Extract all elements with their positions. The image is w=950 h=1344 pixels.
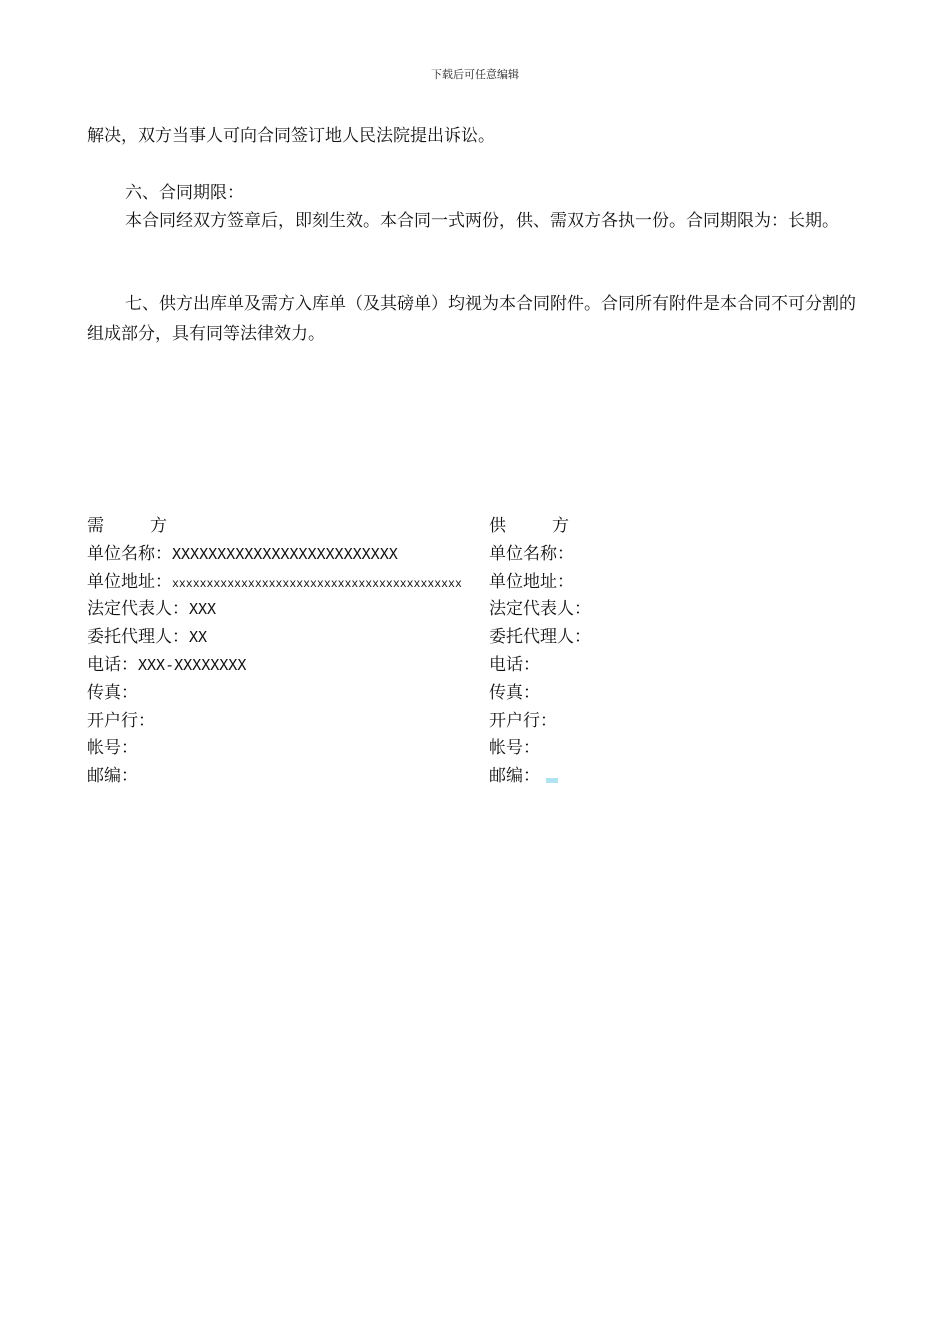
buyer-address-row (87, 569, 482, 597)
buyer-heading (87, 513, 482, 541)
section-six-title: 六、合同期限： (125, 183, 244, 203)
buyer-agent-row (87, 624, 482, 652)
supplier-legal-rep-label: 法定代表人： (489, 599, 591, 620)
supplier-signature-block (489, 513, 869, 791)
buyer-legal-rep-label: 法定代表人： (87, 599, 189, 620)
buyer-legal-rep-value: XXX (189, 600, 217, 619)
buyer-bank-label: 开户行： (87, 710, 155, 731)
paragraph-dispute-resolution: 解决，双方当事人可向合同签订地人民法院提出诉讼。 (87, 126, 495, 146)
supplier-bank-label: 开户行： (489, 710, 557, 731)
buyer-postcode-label: 邮编： (87, 766, 138, 787)
buyer-name-label: 单位名称： (87, 543, 172, 564)
supplier-agent-label: 委托代理人： (489, 627, 591, 648)
supplier-heading-char-1: 供 (489, 516, 506, 536)
buyer-signature-block (87, 513, 482, 791)
supplier-name-label: 单位名称： (489, 543, 574, 564)
section-six-text: 本合同经双方签章后，即刻生效。本合同一式两份，供、需双方各执一份。合同期限为：长期。 (125, 211, 839, 231)
buyer-account-label: 帐号： (87, 738, 138, 759)
buyer-agent-value: XX (189, 628, 208, 647)
buyer-name-row (87, 541, 482, 569)
page-header-note: 下载后可任意编辑 (431, 68, 519, 81)
buyer-phone-label: 电话： (87, 654, 138, 675)
buyer-agent-label: 委托代理人： (87, 627, 189, 648)
text-cursor-marker (546, 778, 558, 783)
buyer-heading-char-1: 需 (87, 516, 104, 536)
supplier-fax-label: 传真： (489, 682, 540, 703)
supplier-address-label: 单位地址： (489, 571, 574, 592)
supplier-phone-label: 电话： (489, 654, 540, 675)
buyer-phone-row (87, 652, 482, 680)
buyer-fax-label: 传真： (87, 682, 138, 703)
buyer-name-value: XXXXXXXXXXXXXXXXXXXXXXXXX (172, 544, 398, 563)
supplier-heading-char-2: 方 (552, 516, 569, 536)
supplier-postcode-label: 邮编： (489, 766, 540, 787)
buyer-address-value: xxxxxxxxxxxxxxxxxxxxxxxxxxxxxxxxxxxxxxxxxx (172, 577, 462, 591)
buyer-phone-value: XXX-XXXXXXXX (138, 655, 247, 674)
supplier-account-label: 帐号： (489, 738, 540, 759)
supplier-heading (489, 513, 869, 541)
buyer-legal-rep-row (87, 596, 482, 624)
section-seven-text: 七、供方出库单及需方入库单（及其磅单）均视为本合同附件。合同所有附件是本合同不可分割的组成部分，具有同等法律效力。 (87, 294, 856, 344)
buyer-address-label: 单位地址： (87, 571, 172, 592)
buyer-heading-char-2: 方 (150, 516, 167, 536)
supplier-postcode-row (489, 763, 869, 791)
